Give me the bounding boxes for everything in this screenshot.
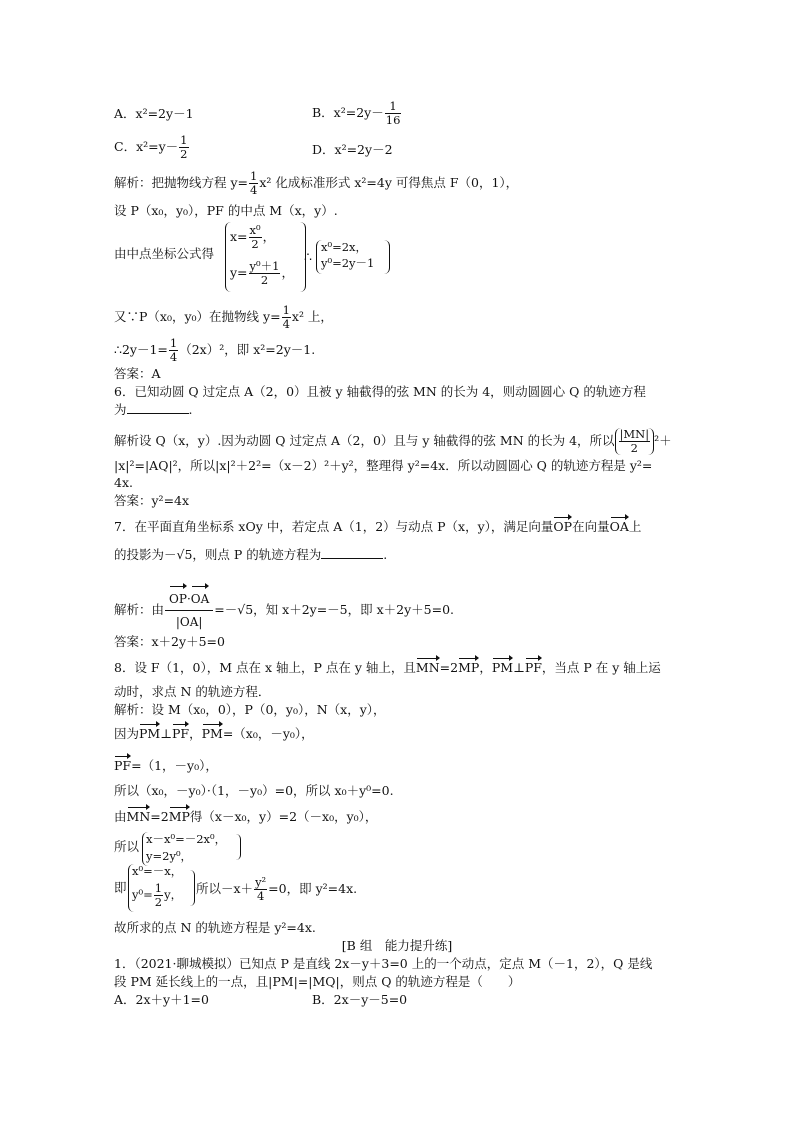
text: =0，即 y²=4x.: [268, 881, 358, 896]
q5-solution-line5: [114, 337, 315, 364]
text: 为: [114, 402, 127, 417]
vector-mn: MN: [415, 660, 440, 675]
system-row: y=2y⁰，: [146, 849, 193, 863]
q5-option-a: A．x²=2y－1: [114, 106, 194, 121]
system-row: y⁰=2y－1: [321, 256, 375, 270]
text: x=: [230, 229, 248, 244]
fraction-num: y⁰＋1: [249, 259, 280, 273]
vector-pf: PF: [114, 758, 132, 773]
fraction-den: |OA|: [175, 615, 203, 629]
fraction-den: 16: [385, 113, 401, 127]
q8-stem-line1: [114, 660, 661, 676]
text: =2: [150, 809, 169, 824]
q8-solution-label: 即: [114, 880, 127, 895]
text: =2: [439, 660, 459, 675]
text: y⁰=: [132, 887, 153, 902]
q5-answer: 答案：A: [114, 366, 161, 381]
fraction: [385, 100, 402, 127]
fraction: [619, 428, 651, 455]
q6-solution-line2: |x|²=|AQ|²，所以|x|²＋2²=（x－2）²＋y²，整理得 y²=4x．所以动圆圆心 Q 的轨迹方程是 y²=: [114, 458, 653, 473]
text: 解析：由: [114, 602, 165, 617]
text: =－√5，知 x＋2y=－5，即 x＋2y＋5=0.: [214, 602, 455, 617]
fraction: [154, 882, 163, 909]
therefore-symbol: ∴: [304, 249, 312, 264]
system-row: x－x⁰=－2x⁰，: [146, 832, 227, 846]
fraction-num: 1: [169, 336, 178, 350]
q7-answer: 答案：x＋2y＋5=0: [114, 634, 225, 649]
q5-option-c-text: C．x²=y－: [114, 139, 179, 154]
b1-stem-line1: 1．（2021·聊城模拟）已知点 P 是直线 2x－y＋3=0 上的一个动点，定点 M（－1，2），Q 是线: [114, 956, 653, 971]
vector-pm: PM: [491, 660, 514, 675]
fraction-num: x⁰: [249, 223, 261, 237]
b1-option-b: B．2x－y－5=0: [312, 992, 408, 1007]
q6-solution-line1: [114, 428, 672, 455]
vector-pm: PM: [139, 726, 161, 741]
fraction-den: 4: [282, 317, 290, 331]
fraction: [165, 588, 213, 633]
fraction-num: 1: [282, 303, 290, 317]
fraction-num: [165, 588, 213, 611]
text: 又∵P（x₀，y₀）在抛物线 y=: [114, 309, 281, 324]
q8-solution-line7: [196, 876, 357, 903]
right-paren: [190, 870, 195, 906]
q6-answer: 答案：y²=4x: [114, 493, 190, 508]
text: 上: [628, 519, 642, 534]
q8-solution-line4: 所以（x₀，－y₀）·（1，－y₀）=0，所以 x₀＋y⁰=0.: [114, 783, 394, 798]
system-row: [132, 882, 182, 909]
text: 得（x－x₀，y）=2（－x₀，y₀），: [189, 809, 378, 824]
fraction-num: 1: [180, 133, 188, 147]
system-row: [230, 260, 294, 287]
fraction-den: 2: [260, 273, 269, 287]
q8-solution-label: 所以: [114, 839, 140, 854]
text: 的投影为－√5，则点 P 的轨迹方程为: [114, 547, 322, 562]
text: 因为: [114, 726, 140, 741]
fraction: [249, 170, 258, 197]
system-row: x⁰=2x，: [321, 240, 368, 254]
q8-solution-line2: [114, 726, 314, 742]
text: ∴2y－1=: [114, 342, 168, 357]
text: ，: [262, 229, 276, 244]
q5-solution-line1: [114, 170, 518, 197]
fraction-den: 4: [250, 183, 258, 197]
text: ，: [479, 660, 492, 675]
text: =（x₀，－y₀），: [222, 726, 314, 741]
text: y=: [230, 265, 248, 280]
q5-solution-label: 由中点坐标公式得: [114, 246, 215, 261]
q5-option-c: [114, 134, 190, 161]
text: 8．设 F（1，0），M 点在 x 轴上，P 点在 y 轴上，且: [114, 660, 416, 675]
q5-option-b: [312, 100, 402, 127]
q7-stem-line1: [114, 519, 641, 535]
system-row: [230, 224, 275, 251]
text: ⊥: [513, 660, 525, 675]
text: ，: [189, 726, 202, 741]
q6-stem-line2: [114, 402, 193, 418]
vector-pf: PF: [172, 726, 190, 741]
fraction-num: y²: [255, 875, 267, 889]
q8-solution-line1: 解析：设 M（x₀，0），P（0，y₀），N（x，y），: [114, 702, 386, 717]
fraction: [169, 337, 178, 364]
text: （2x）²，即 x²=2y－1.: [179, 342, 316, 357]
vector-op: OP: [169, 588, 187, 610]
q5-option-b-text: B．x²=2y－: [312, 105, 384, 120]
fraction-num: |MN|: [619, 427, 650, 441]
vector-pf: PF: [524, 660, 542, 675]
fraction-num: 1: [250, 169, 258, 183]
text: 由: [114, 809, 127, 824]
paren-group: [615, 428, 655, 455]
text: ，: [281, 265, 294, 280]
fraction-num: 1: [154, 881, 163, 895]
text: 解析设 Q（x，y）.因为动圆 Q 过定点 A（2，0）且与 y 轴截得的弦 MN 的长为 4，所以: [114, 433, 615, 448]
fraction-den: 2: [154, 895, 163, 909]
fraction: [179, 134, 188, 161]
fraction: [249, 224, 262, 251]
text: ⊥: [160, 726, 172, 741]
vector-mn: MN: [126, 809, 151, 824]
q8-solution-line3: [114, 758, 218, 774]
b1-option-a: A．2x＋y＋1=0: [114, 992, 209, 1007]
fraction: [249, 260, 281, 287]
text: =（1，－y₀），: [131, 758, 218, 773]
text: .: [383, 547, 388, 562]
fraction: [254, 876, 267, 903]
q8-solution-line5: [114, 809, 377, 825]
fraction-num: 1: [385, 100, 402, 114]
answer-blank: [127, 403, 189, 414]
vector-mp: MP: [168, 809, 190, 824]
dot: ·: [186, 592, 191, 606]
q6-solution-line3: 4x.: [114, 475, 133, 490]
text: y，: [164, 887, 183, 902]
fraction-den: 2: [180, 147, 188, 161]
text: ，当点 P 在 y 轴上运: [541, 660, 661, 675]
text: x² 上，: [291, 309, 333, 324]
fraction-den: 2: [251, 237, 259, 251]
vector-mp: MP: [458, 660, 480, 675]
vector-oa: OA: [609, 519, 629, 534]
section-b-heading: [B 组 能力提升练]: [341, 938, 453, 953]
q8-stem-line2: 动时，求点 N 的轨迹方程．: [114, 684, 271, 699]
q7-stem-line2: [114, 547, 387, 563]
text: 解析：把抛物线方程 y=: [114, 175, 249, 190]
answer-blank: [321, 548, 383, 559]
right-paren: [236, 834, 241, 860]
vector-oa: OA: [191, 588, 210, 610]
q5-solution-line4: [114, 304, 333, 331]
fraction-den: 4: [169, 350, 178, 364]
vector-pm: PM: [201, 726, 223, 741]
b1-stem-line2: 段 PM 延长线上的一点，且|PM|=|MQ|，则点 Q 的轨迹方程是（ ）: [114, 974, 521, 989]
fraction: [282, 304, 291, 331]
text: 在向量: [572, 519, 610, 534]
q7-solution: [114, 588, 454, 633]
fraction-den: 4: [256, 889, 265, 903]
text: 所以－x＋: [196, 881, 254, 896]
system-row: x⁰=－x，: [132, 864, 183, 878]
text: ²＋: [654, 433, 672, 448]
right-paren: [384, 240, 390, 274]
q5-solution-line2: 设 P（x₀，y₀），PF 的中点 M（x，y）.: [114, 203, 338, 218]
text: .: [188, 402, 193, 417]
q6-stem-line1: 6．已知动圆 Q 过定点 A（2，0）且被 y 轴截得的弦 MN 的长为 4，则动圆圆心 Q 的轨迹方程: [114, 384, 646, 399]
q8-conclusion: 故所求的点 N 的轨迹方程是 y²=4x.: [114, 920, 316, 935]
q5-option-d: D．x²=2y－2: [312, 142, 393, 157]
vector-op: OP: [553, 519, 573, 534]
text: x² 化成标准形式 x²=4y 可得焦点 F（0，1），: [259, 175, 519, 190]
fraction-den: 2: [630, 441, 638, 455]
text: 7．在平面直角坐标系 xOy 中，若定点 A（1，2）与动点 P（x，y），满足向量: [114, 519, 554, 534]
